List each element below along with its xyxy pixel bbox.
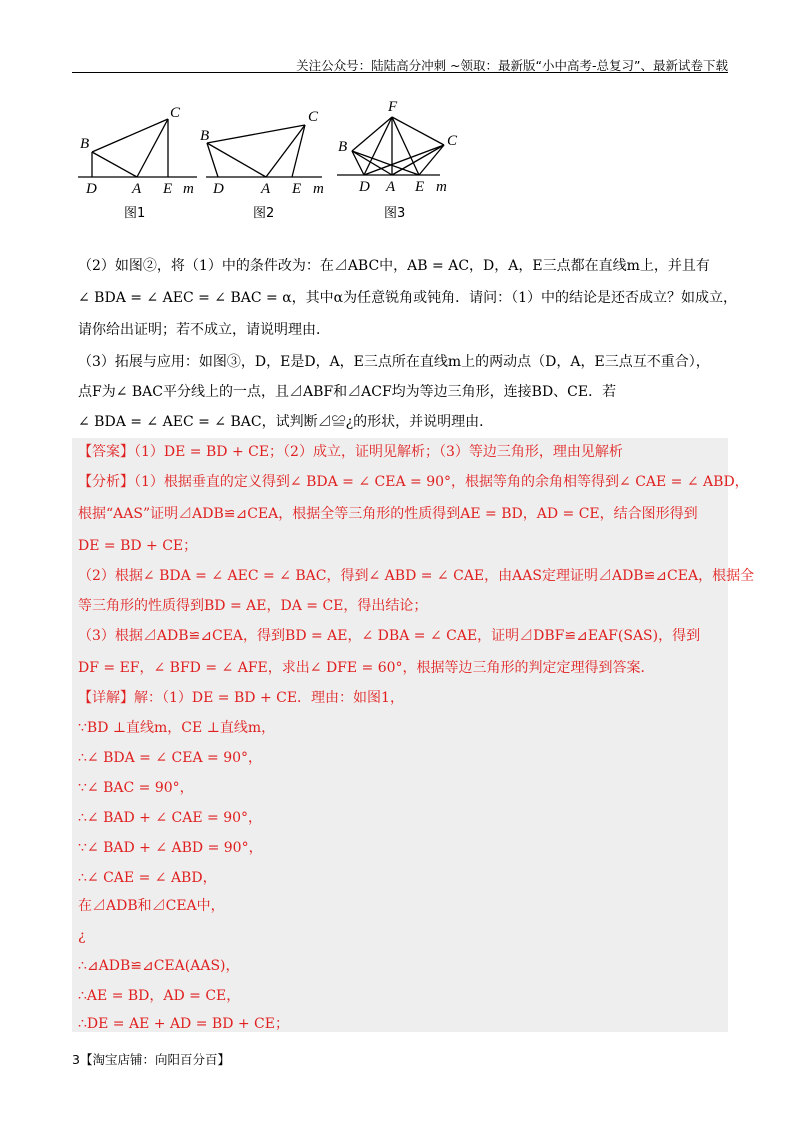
detail-line-12: ∴DE = AE + AD = BD + CE； (78, 1016, 289, 1032)
analysis-line-5: 等三角形的性质得到BD = AE，DA = CE，得出结论； (78, 598, 428, 614)
page-header (72, 52, 728, 73)
detail-line-10: ∴⊿ADB≌⊿CEA(AAS)， (78, 958, 240, 974)
fig1-label-d: D (86, 181, 97, 197)
fig3-label-d: D (359, 179, 370, 195)
analysis-line-3: DE = BD + CE； (78, 538, 198, 554)
question-2-line-3: 请你给出证明；若不成立，请说明理由． (78, 322, 330, 338)
fig3-label-c: C (447, 133, 458, 149)
fig2-label-b: B (200, 128, 210, 144)
fig1-label-e: E (163, 181, 173, 197)
answer-line: 【答案】（1）DE = BD + CE；（2）成立，证明见解析；（3）等边三角形，理由见解析 (78, 444, 623, 460)
detail-line-1: 【详解】解：（1）DE = BD + CE．理由：如图1， (78, 690, 404, 706)
detail-line-4: ∵∠ BAC = 90°， (78, 780, 194, 796)
geometry-figures (72, 95, 472, 225)
fig2-label-a: A (261, 181, 271, 197)
analysis-line-4: （2）根据∠ BDA = ∠ AEC = ∠ BAC，得到∠ ABD = ∠ CAE，由AAS定理证明⊿ADB≌⊿CEA，根据全 (78, 568, 755, 584)
question-3-line-1: （3）拓展与应用：如图③，D，E是D，A，E三点所在直线m上的两动点（D，A，E三点互不重合）， (78, 354, 710, 370)
analysis-line-6: （3）根据⊿ADB≌⊿CEA，得到BD = AE，∠ DBA = ∠ CAE，证明⊿DBF≌⊿EAF(SAS)，得到 (78, 628, 701, 644)
fig3-label-a: A (386, 179, 396, 195)
fig1-label-c: C (170, 105, 181, 121)
fig2-label-d: D (213, 181, 224, 197)
fig3-label-m: m (436, 179, 447, 195)
figure-2 (206, 125, 322, 177)
fig1-label-m: m (183, 181, 194, 197)
question-2-line-2: ∠ BDA = ∠ AEC = ∠ BAC = α，其中α为任意锐角或钝角．请问：（1）中的结论是还否成立？如成立， (78, 290, 738, 306)
detail-line-9: ¿ (78, 928, 86, 944)
question-3-line-2: 点F为∠ BAC平分线上的一点，且⊿ABF和⊿ACF均为等边三角形，连接BD、CE．若 (78, 384, 617, 400)
page-footer: 3【淘宝店铺：向阳百分百】 (72, 1052, 230, 1067)
fig1-caption: 图1 (124, 206, 146, 221)
fig1-label-a: A (132, 181, 142, 197)
fig2-label-m: m (313, 181, 324, 197)
detail-line-11: ∴AE = BD，AD = CE， (78, 988, 241, 1004)
fig2-label-c: C (308, 109, 319, 125)
header-text: 关注公众号：陆陆高分冲刺 ~领取：最新版“小中高考-总复习”、最新试卷下载 (296, 58, 728, 73)
detail-line-2: ∵BD ⊥直线m，CE ⊥直线m， (78, 720, 276, 736)
fig2-caption: 图2 (253, 206, 275, 221)
fig2-label-e: E (292, 181, 302, 197)
fig3-label-f: F (388, 99, 398, 115)
detail-line-7: ∴∠ CAE = ∠ ABD， (78, 870, 217, 886)
detail-line-3: ∴∠ BDA = ∠ CEA = 90°， (78, 750, 263, 766)
question-2-line-1: （2）如图②，将（1）中的条件改为：在⊿ABC中，AB = AC，D，A，E三点都在直线m上，并且有 (78, 258, 710, 274)
detail-line-8: 在⊿ADB和⊿CEA中， (78, 898, 225, 914)
fig1-label-b: B (80, 136, 90, 152)
figure-3 (337, 117, 444, 175)
fig3-caption: 图3 (384, 206, 406, 221)
detail-line-6: ∵∠ BAD + ∠ ABD = 90°， (78, 840, 263, 856)
fig3-label-b: B (338, 139, 348, 155)
question-3-line-3: ∠ BDA = ∠ AEC = ∠ BAC，试判断⊿≌¿的形状，并说明理由． (78, 414, 494, 430)
analysis-line-2: 根据“AAS”证明⊿ADB≌⊿CEA，根据全等三角形的性质得到AE = BD，AD = CE，结合图形得到 (78, 506, 698, 522)
detail-line-5: ∴∠ BAD + ∠ CAE = 90°， (78, 810, 263, 826)
fig3-label-e: E (415, 179, 425, 195)
figure-1 (78, 119, 197, 177)
analysis-line-7: DF = EF，∠ BFD = ∠ AFE，求出∠ DFE = 60°，根据等边三角形的判定定理得到答案． (78, 660, 655, 676)
figures-area (72, 95, 472, 225)
analysis-line-1: 【分析】（1）根据垂直的定义得到∠ BDA = ∠ CEA = 90°，根据等角的余角相等得到∠ CAE = ∠ ABD， (78, 474, 749, 490)
